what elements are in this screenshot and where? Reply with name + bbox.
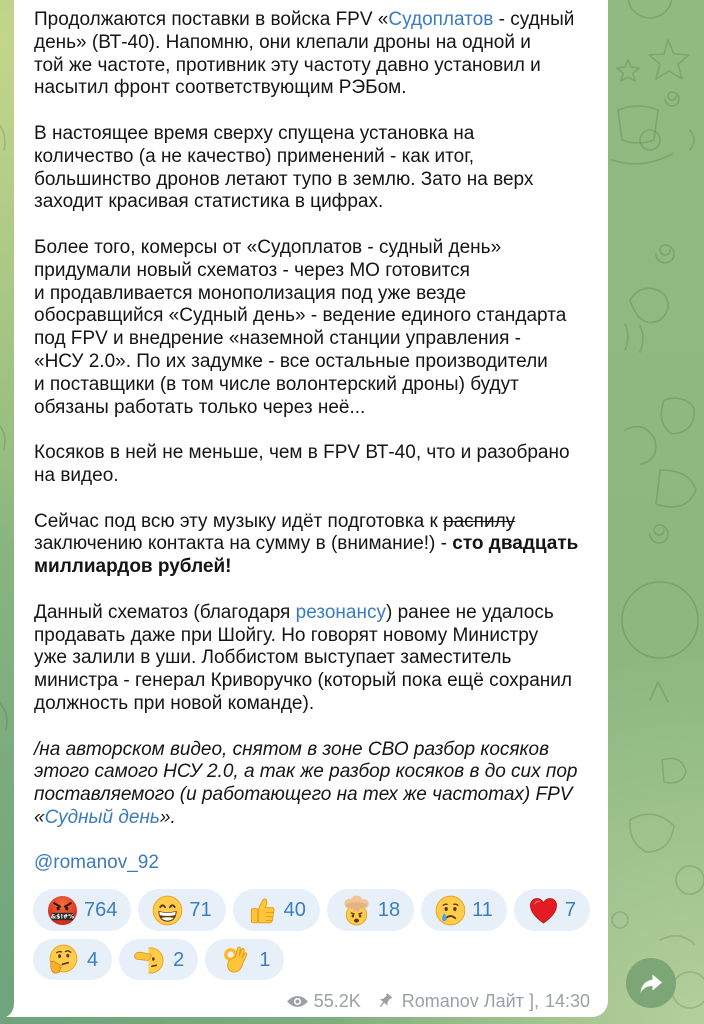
text-line: продавать даже при Шойгу. Но говорят новому Министру bbox=[34, 624, 539, 646]
reaction-exploding-head[interactable] bbox=[327, 889, 414, 931]
text-line: насытил фронт соответствующим РЭБом. bbox=[34, 77, 407, 99]
reaction-count: 71 bbox=[189, 899, 212, 921]
reaction-count: 1 bbox=[259, 948, 271, 971]
reaction-count: 40 bbox=[283, 899, 306, 921]
exploding-head-icon bbox=[341, 895, 372, 926]
bold-text: сто двадцать bbox=[452, 533, 579, 555]
paragraph-2 bbox=[34, 123, 606, 214]
forward-button[interactable] bbox=[626, 958, 676, 1008]
thinking-face-icon bbox=[47, 944, 78, 975]
strikethrough-text: распилу bbox=[443, 510, 516, 532]
text-line bbox=[34, 9, 606, 32]
text-line: и продавливается монополизация под уже везде bbox=[34, 282, 467, 304]
text: Данный схематоз (благодаря bbox=[34, 601, 296, 623]
reaction-thinking[interactable] bbox=[33, 939, 112, 980]
share-forward-icon bbox=[638, 970, 664, 996]
text-line: под FPV и внедрение «наземной станции управления - bbox=[34, 328, 521, 350]
text-line: большинство дронов летают тупо в землю. Зато на верх bbox=[34, 168, 534, 190]
views-count: 55.2K bbox=[313, 990, 361, 1011]
text-line: на видео. bbox=[34, 464, 119, 486]
eye-icon bbox=[286, 994, 309, 1009]
text-line: заходит красивая статистика в цифрах. bbox=[34, 191, 384, 213]
crying-face-icon bbox=[435, 895, 466, 926]
text-line: обосравщийся «Судный день» - ведение единого стандарта bbox=[34, 305, 567, 327]
link-sudny-den[interactable]: Судный день bbox=[44, 806, 160, 828]
text-line: день» (ВТ-40). Напомню, они клепали дроны на одной и bbox=[34, 31, 531, 53]
reaction-crying[interactable] bbox=[421, 889, 507, 931]
saluting-face-icon bbox=[133, 944, 164, 975]
text-line: обязаны работать только через неё... bbox=[34, 396, 366, 418]
reaction-count: 7 bbox=[564, 899, 577, 921]
text-line bbox=[34, 852, 606, 875]
author-signature: Romanov Лайт bbox=[401, 990, 524, 1011]
text-line: уже залили в уши. Лоббистом выступает заместитель bbox=[34, 647, 512, 669]
text: « bbox=[34, 806, 45, 828]
enraged-face-with-symbols-icon bbox=[47, 895, 78, 926]
text-line: /на авторском видео, снятом в зоне СВО разбор косяков bbox=[34, 738, 550, 760]
svg-text:&$!#%: &$!#% bbox=[50, 913, 75, 921]
text: Продолжаются поставки в войска FPV « bbox=[34, 9, 389, 30]
text: ». bbox=[159, 806, 176, 828]
reaction-count: 11 bbox=[472, 899, 493, 921]
link-sudoplatov[interactable]: Судоплатов bbox=[388, 9, 494, 30]
message-meta bbox=[286, 989, 590, 1013]
reaction-beaming[interactable] bbox=[138, 889, 225, 931]
text: заключению контакта на сумму в (внимание!) - bbox=[34, 533, 453, 555]
text-line: и поставщики (в том числе волонтерский дроны) будут bbox=[34, 373, 519, 395]
reaction-count: 4 bbox=[87, 948, 99, 971]
thumbs-up-icon bbox=[247, 895, 278, 926]
text-line: Более того, комерсы от «Судоплатов - судный день» bbox=[34, 236, 502, 258]
paragraph-7-italic bbox=[34, 739, 606, 830]
reaction-count: 18 bbox=[377, 899, 401, 921]
reaction-count: 764 bbox=[84, 899, 118, 921]
paragraph-4 bbox=[34, 442, 606, 488]
red-heart-icon bbox=[528, 895, 559, 926]
mention-link[interactable]: @romanov_92 bbox=[34, 852, 159, 874]
reaction-heart[interactable] bbox=[514, 889, 590, 931]
text-line bbox=[34, 602, 606, 625]
link-rezonans[interactable]: резонансу bbox=[295, 601, 386, 623]
message-time: 14:30 bbox=[544, 990, 590, 1011]
text-line: той же частоте, противник эту частоту давно установил и bbox=[34, 54, 541, 76]
text-line: Косяков в ней не меньше, чем в FPV ВТ-40, что и разобрано bbox=[34, 442, 570, 464]
beaming-face-icon bbox=[152, 895, 183, 926]
text-line bbox=[34, 511, 606, 534]
message-bubble-tail bbox=[6, 1003, 15, 1017]
text-line bbox=[34, 807, 606, 830]
text-line: должность при новой команде). bbox=[34, 692, 315, 714]
overlay-mark: ], bbox=[528, 990, 539, 1011]
reaction-ok-hand[interactable] bbox=[205, 939, 284, 980]
text-line bbox=[34, 533, 606, 556]
reaction-count: 2 bbox=[173, 948, 185, 971]
text-line: этого самого НСУ 2.0, а так же разбор косяков в до сих пор bbox=[34, 761, 578, 783]
text-line: министра - генерал Криворучко (который пока ещё сохранил bbox=[34, 670, 573, 692]
ok-hand-icon bbox=[219, 944, 250, 975]
reaction-saluting[interactable] bbox=[119, 939, 198, 980]
text-line: поставляемого (и работающего на тех же частотах) FPV bbox=[34, 784, 573, 806]
signature-paragraph bbox=[34, 852, 606, 875]
paragraph-3 bbox=[34, 237, 606, 419]
bold-text-line: миллиардов рублей! bbox=[34, 556, 232, 578]
text: ) ранее не удалось bbox=[385, 601, 554, 623]
text: Сейчас под всю эту музыку идёт подготовка к bbox=[34, 510, 444, 532]
paragraph-5 bbox=[34, 511, 606, 579]
pin-icon bbox=[377, 993, 393, 1009]
text-line: придумали новый схематоз - через МО готовится bbox=[34, 259, 470, 281]
paragraph-1 bbox=[34, 9, 606, 100]
paragraph-6 bbox=[34, 602, 606, 716]
message-text bbox=[34, 9, 606, 898]
reactions-row-2 bbox=[33, 939, 284, 980]
reactions-row-1 bbox=[33, 889, 590, 931]
text-line: В настоящее время сверху спущена установка на bbox=[34, 122, 475, 144]
text-line: «НСУ 2.0». По их задумке - все остальные производители bbox=[34, 350, 548, 372]
text: - судный bbox=[493, 9, 575, 30]
reaction-enraged[interactable] bbox=[33, 889, 131, 931]
text-line: количество (а не качество) применений - как итог, bbox=[34, 145, 475, 167]
reaction-thumbs-up[interactable] bbox=[233, 889, 320, 931]
